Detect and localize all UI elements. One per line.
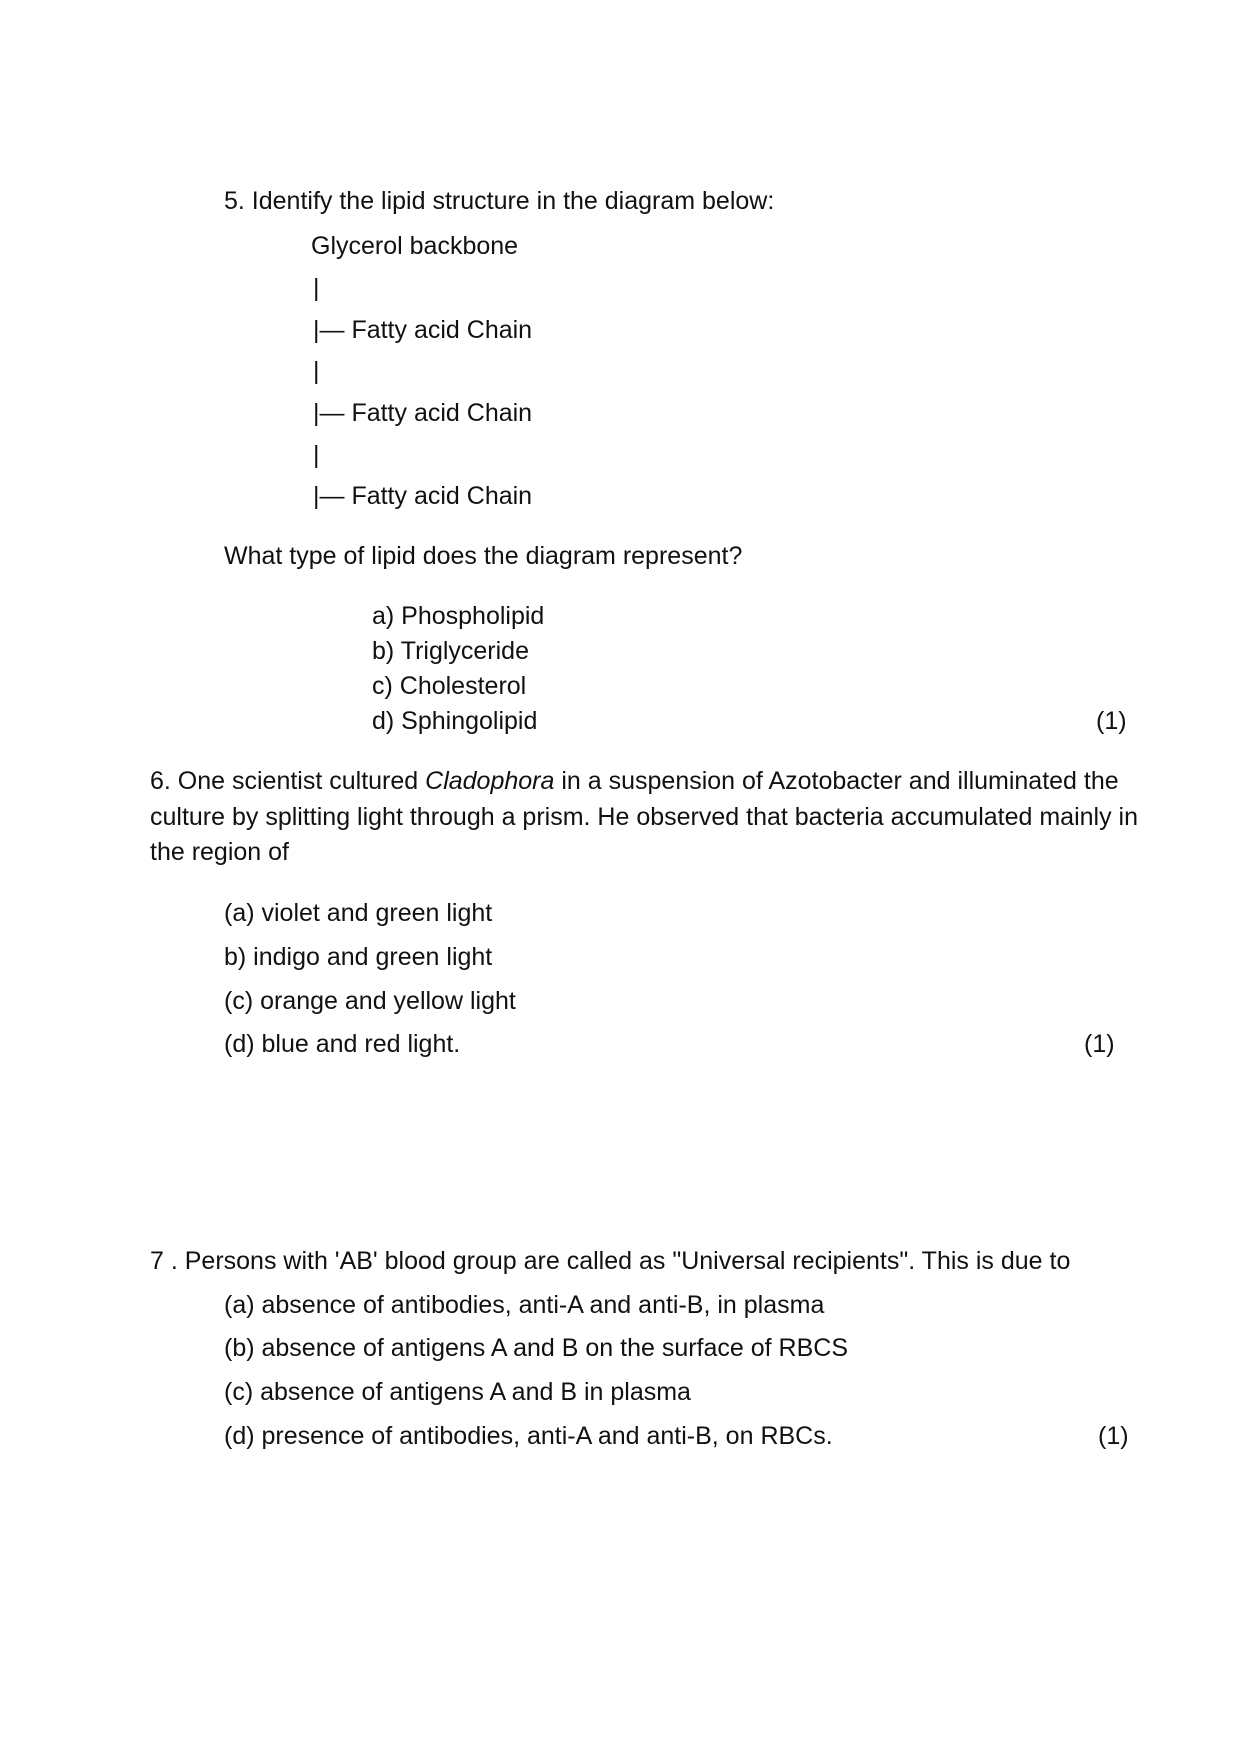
- q6-option-a: (a) violet and green light: [224, 899, 493, 927]
- q5-option-d: d) Sphingolipid: [372, 707, 538, 735]
- q5-marks: (1): [1096, 707, 1127, 735]
- q5-option-c: c) Cholesterol: [372, 672, 527, 700]
- q5-diagram-backbone: Glycerol backbone: [311, 232, 519, 260]
- q6-marks: (1): [1084, 1030, 1115, 1058]
- q6-stem: [150, 764, 1150, 871]
- q5-diagram-connector: |: [313, 274, 320, 302]
- q5-stem: 5. Identify the lipid structure in the diagram below:: [224, 187, 775, 215]
- q6-option-c: (c) orange and yellow light: [224, 987, 516, 1015]
- q7-option-a: (a) absence of antibodies, anti-A and anti-B, in plasma: [224, 1291, 825, 1319]
- q5-option-b: b) Triglyceride: [372, 637, 529, 665]
- q5-option-a: a) Phospholipid: [372, 602, 545, 630]
- q5-diagram-connector: |: [313, 441, 320, 469]
- q5-prompt: What type of lipid does the diagram represent?: [224, 542, 743, 570]
- q7-stem: 7 . Persons with 'AB' blood group are called as "Universal recipients". This is due to: [150, 1247, 1071, 1275]
- q6-stem-pre: 6. One scientist cultured: [150, 767, 426, 795]
- q5-diagram-chain-3: |— Fatty acid Chain: [313, 482, 533, 510]
- q7-option-b: (b) absence of antigens A and B on the surface of RBCS: [224, 1334, 848, 1362]
- q7-option-c: (c) absence of antigens A and B in plasma: [224, 1378, 691, 1406]
- q6-stem-post: in a suspension of Azotobacter and illuminated the culture by splitting light through a prism. He observed that bacteria accumulated mainly in the region of: [150, 767, 1139, 866]
- q6-option-d: (d) blue and red light.: [224, 1030, 461, 1058]
- q5-diagram-chain-2: |— Fatty acid Chain: [313, 399, 533, 427]
- q5-diagram-connector: |: [313, 357, 320, 385]
- q7-marks: (1): [1098, 1422, 1129, 1450]
- q6-option-b: b) indigo and green light: [224, 943, 493, 971]
- q7-option-d: (d) presence of antibodies, anti-A and anti-B, on RBCs.: [224, 1422, 833, 1450]
- q5-diagram-chain-1: |— Fatty acid Chain: [313, 316, 533, 344]
- q6-stem-italic: Cladophora: [425, 767, 555, 795]
